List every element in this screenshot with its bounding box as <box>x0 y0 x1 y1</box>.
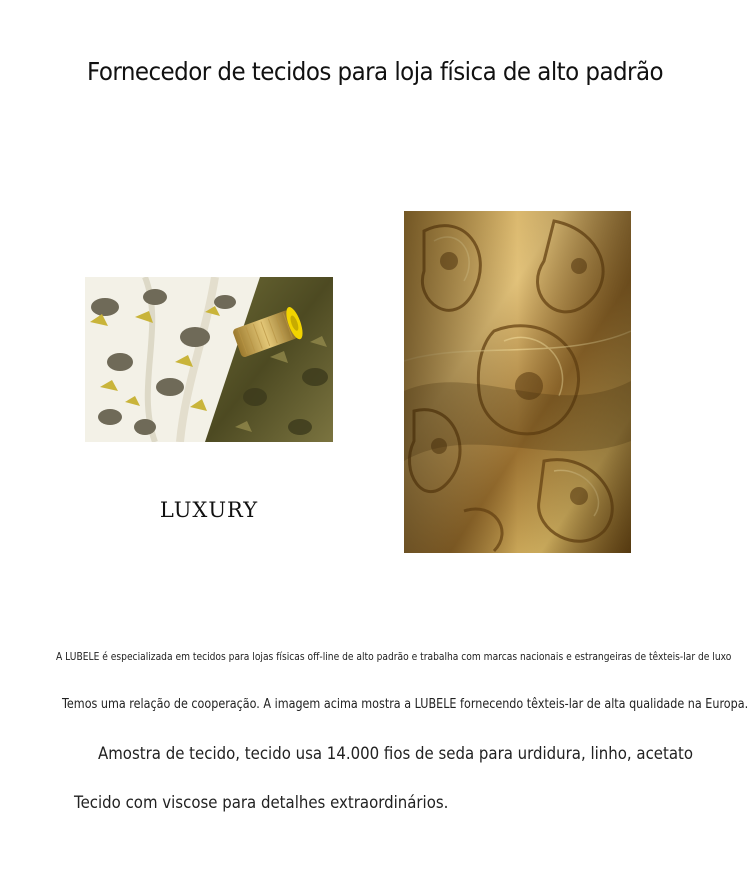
gold-damask-image <box>404 211 631 553</box>
page-title: Fornecedor de tecidos para loja física de alto padrão <box>86 57 664 86</box>
description-line-3: Amostra de tecido, tecido usa 14.000 fios de seda para urdidura, linho, acetato <box>98 744 694 764</box>
description-line-4: Tecido com viscose para detalhes extraordinários. <box>74 793 449 813</box>
description-line-2: Temos uma relação de cooperação. A imagem acima mostra a LUBELE fornecendo têxteis-lar de alta qualidade na Europa. <box>62 697 749 712</box>
luxury-caption: LUXURY <box>159 498 259 522</box>
silk-fabric-image <box>85 277 333 442</box>
gold-damask-photo <box>404 211 631 553</box>
silk-fabric-photo <box>85 277 333 442</box>
description-line-1: A LUBELE é especializada em tecidos para lojas físicas off-line de alto padrão e trabalha com marcas nacionais e estrangeiras de têxteis-lar de luxo <box>56 650 732 663</box>
